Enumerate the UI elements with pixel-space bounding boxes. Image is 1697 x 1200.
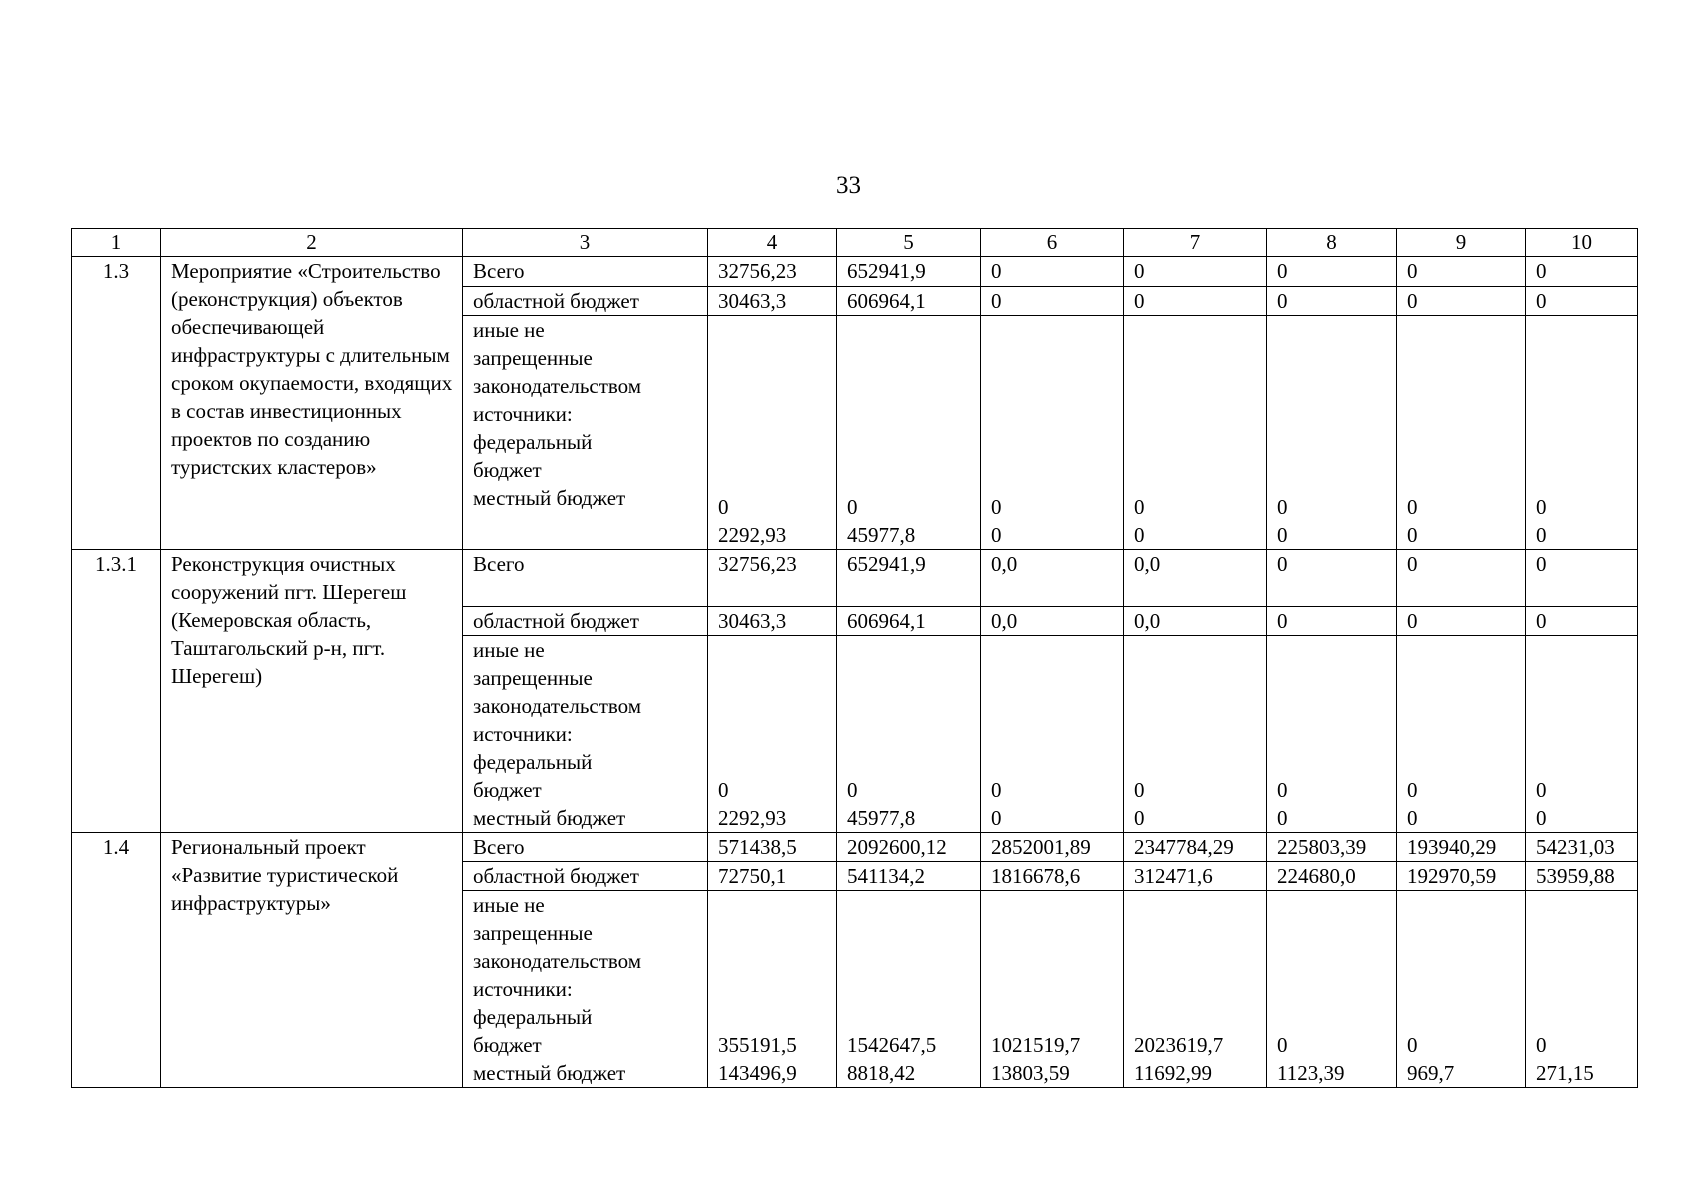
value-cell: 541134,2 bbox=[837, 862, 981, 891]
local-value: 13803,59 bbox=[991, 1061, 1070, 1085]
item-name: Мероприятие «Строительство (реконструкция) объектов обеспечивающей инфраструктуры с длительным сроком окупаемости, входящих в состав инвестиционных проектов по созданию туристских кластеров» bbox=[161, 257, 463, 550]
local-value: 0 bbox=[1407, 523, 1418, 547]
federal-value: 0 bbox=[991, 495, 1002, 519]
value-cell: 0 bbox=[1267, 550, 1397, 607]
federal-value: 0 bbox=[847, 778, 858, 802]
local-value: 11692,99 bbox=[1134, 1061, 1212, 1085]
value-cell bbox=[1526, 636, 1638, 833]
federal-value: 0 bbox=[1277, 1033, 1288, 1057]
item-name: Реконструкция очистных сооружений пгт. Шерегеш (Кемеровская область, Таштагольский р-н, пгт. Шерегеш) bbox=[161, 550, 463, 833]
value-cell: 30463,3 bbox=[708, 287, 837, 316]
federal-value: 0 bbox=[1536, 1033, 1547, 1057]
value-cell: 0 bbox=[1124, 287, 1267, 316]
value-cell: 1816678,6 bbox=[981, 862, 1124, 891]
value-stack bbox=[847, 776, 915, 832]
federal-value: 2023619,7 bbox=[1134, 1033, 1224, 1057]
federal-value: 1021519,7 bbox=[991, 1033, 1081, 1057]
source-label-line: бюджет bbox=[473, 778, 542, 802]
value-stack bbox=[1536, 776, 1547, 832]
value-cell: 0 bbox=[1397, 550, 1526, 607]
header-cell: 2 bbox=[161, 229, 463, 257]
value-stack bbox=[1407, 776, 1418, 832]
value-cell: 32756,23 bbox=[708, 550, 837, 607]
value-cell: 0,0 bbox=[981, 607, 1124, 636]
value-cell bbox=[837, 316, 981, 550]
value-cell bbox=[1124, 636, 1267, 833]
source-label-line: законодательством bbox=[473, 694, 642, 718]
local-value: 0 bbox=[991, 523, 1002, 547]
value-cell: 32756,23 bbox=[708, 257, 837, 287]
source-label-other bbox=[463, 316, 708, 550]
source-label-line: законодательством bbox=[473, 374, 642, 398]
value-stack bbox=[1407, 1031, 1454, 1087]
source-label-line: иные не bbox=[473, 638, 545, 662]
value-cell: 0 bbox=[1526, 257, 1638, 287]
source-label-line: источники: bbox=[473, 402, 573, 426]
value-stack bbox=[1536, 493, 1547, 549]
value-cell: 72750,1 bbox=[708, 862, 837, 891]
local-value: 0 bbox=[1134, 806, 1145, 830]
value-stack bbox=[1134, 776, 1145, 832]
source-label-line: бюджет bbox=[473, 458, 542, 482]
federal-value: 0 bbox=[1277, 778, 1288, 802]
value-cell: 606964,1 bbox=[837, 607, 981, 636]
item-name: Региональный проект «Развитие туристической инфраструктуры» bbox=[161, 833, 463, 1088]
value-cell bbox=[1267, 891, 1397, 1088]
source-label-line: законодательством bbox=[473, 949, 642, 973]
table-row bbox=[72, 833, 1638, 862]
value-cell bbox=[1124, 316, 1267, 550]
value-cell: 0 bbox=[1267, 607, 1397, 636]
header-row bbox=[72, 229, 1638, 257]
header-cell: 3 bbox=[463, 229, 708, 257]
local-value: 2292,93 bbox=[718, 523, 787, 547]
value-cell: 2347784,29 bbox=[1124, 833, 1267, 862]
value-cell bbox=[837, 891, 981, 1088]
source-label-line: иные не bbox=[473, 893, 545, 917]
source-label-line: источники: bbox=[473, 722, 573, 746]
source-label-line: федеральный bbox=[473, 1005, 593, 1029]
value-stack bbox=[991, 776, 1002, 832]
local-value: 0 bbox=[1536, 523, 1547, 547]
federal-value: 0 bbox=[718, 778, 729, 802]
source-label-regional: областной бюджет bbox=[463, 862, 708, 891]
header-cell: 4 bbox=[708, 229, 837, 257]
source-label-line: запрещенные bbox=[473, 921, 593, 945]
federal-value: 0 bbox=[1277, 495, 1288, 519]
value-cell bbox=[1267, 316, 1397, 550]
source-label-line: местный бюджет bbox=[473, 486, 626, 510]
header-cell: 6 bbox=[981, 229, 1124, 257]
local-value: 8818,42 bbox=[847, 1061, 916, 1085]
value-cell: 2852001,89 bbox=[981, 833, 1124, 862]
local-value: 0 bbox=[1407, 806, 1418, 830]
value-cell: 53959,88 bbox=[1526, 862, 1638, 891]
local-value: 1123,39 bbox=[1277, 1061, 1345, 1085]
source-label-other bbox=[463, 891, 708, 1088]
value-cell: 0,0 bbox=[1124, 550, 1267, 607]
federal-value: 0 bbox=[1536, 778, 1547, 802]
source-label-line: бюджет bbox=[473, 1033, 542, 1057]
header-cell: 8 bbox=[1267, 229, 1397, 257]
value-cell: 192970,59 bbox=[1397, 862, 1526, 891]
value-cell: 0 bbox=[1526, 287, 1638, 316]
federal-value: 355191,5 bbox=[718, 1033, 797, 1057]
value-cell bbox=[708, 316, 837, 550]
local-value: 45977,8 bbox=[847, 523, 916, 547]
local-value: 2292,93 bbox=[718, 806, 787, 830]
value-cell: 0 bbox=[1267, 287, 1397, 316]
value-cell: 0,0 bbox=[981, 550, 1124, 607]
value-cell bbox=[1526, 316, 1638, 550]
source-label-total: Всего bbox=[463, 257, 708, 287]
local-value: 45977,8 bbox=[847, 806, 916, 830]
item-number: 1.4 bbox=[72, 833, 161, 1088]
federal-value: 0 bbox=[1536, 495, 1547, 519]
value-cell: 2092600,12 bbox=[837, 833, 981, 862]
value-cell bbox=[1397, 891, 1526, 1088]
local-value: 0 bbox=[1277, 806, 1288, 830]
value-cell: 0 bbox=[1397, 607, 1526, 636]
federal-value: 0 bbox=[1134, 778, 1145, 802]
value-cell: 225803,39 bbox=[1267, 833, 1397, 862]
federal-value: 1542647,5 bbox=[847, 1033, 937, 1057]
value-cell bbox=[1124, 891, 1267, 1088]
value-stack bbox=[991, 493, 1002, 549]
value-cell bbox=[1267, 636, 1397, 833]
value-stack bbox=[1277, 1031, 1344, 1087]
header-cell: 9 bbox=[1397, 229, 1526, 257]
value-cell: 312471,6 bbox=[1124, 862, 1267, 891]
local-value: 0 bbox=[991, 806, 1002, 830]
value-cell: 652941,9 bbox=[837, 550, 981, 607]
value-cell: 571438,5 bbox=[708, 833, 837, 862]
item-number: 1.3.1 bbox=[72, 550, 161, 833]
value-cell bbox=[708, 636, 837, 833]
local-value: 271,15 bbox=[1536, 1061, 1594, 1085]
value-cell: 0 bbox=[1267, 257, 1397, 287]
federal-value: 0 bbox=[1407, 495, 1418, 519]
value-cell bbox=[708, 891, 837, 1088]
value-cell: 0 bbox=[981, 287, 1124, 316]
value-cell: 0 bbox=[1397, 257, 1526, 287]
source-label-regional: областной бюджет bbox=[463, 287, 708, 316]
source-label-line: местный бюджет bbox=[473, 806, 626, 830]
source-label-line: федеральный bbox=[473, 750, 593, 774]
value-stack bbox=[1134, 493, 1145, 549]
value-cell: 193940,29 bbox=[1397, 833, 1526, 862]
value-stack bbox=[847, 493, 915, 549]
value-cell: 0 bbox=[1124, 257, 1267, 287]
value-cell: 606964,1 bbox=[837, 287, 981, 316]
local-value: 969,7 bbox=[1407, 1061, 1455, 1085]
value-cell bbox=[1397, 636, 1526, 833]
local-value: 0 bbox=[1134, 523, 1145, 547]
header-cell: 10 bbox=[1526, 229, 1638, 257]
value-cell: 0 bbox=[1526, 550, 1638, 607]
value-cell bbox=[981, 316, 1124, 550]
item-number: 1.3 bbox=[72, 257, 161, 550]
value-stack bbox=[1536, 1031, 1594, 1087]
source-label-line: запрещенные bbox=[473, 346, 593, 370]
local-value: 0 bbox=[1536, 806, 1547, 830]
value-stack bbox=[718, 776, 786, 832]
local-value: 0 bbox=[1277, 523, 1288, 547]
value-cell: 30463,3 bbox=[708, 607, 837, 636]
value-cell bbox=[981, 636, 1124, 833]
header-cell: 5 bbox=[837, 229, 981, 257]
header-cell: 1 bbox=[72, 229, 161, 257]
value-stack bbox=[1407, 493, 1418, 549]
value-cell: 0 bbox=[1397, 287, 1526, 316]
header-cell: 7 bbox=[1124, 229, 1267, 257]
value-stack bbox=[718, 493, 786, 549]
source-label-line: местный бюджет bbox=[473, 1061, 626, 1085]
budget-table bbox=[71, 228, 1638, 1088]
value-stack bbox=[1277, 776, 1288, 832]
source-label-total: Всего bbox=[463, 550, 708, 607]
federal-value: 0 bbox=[991, 778, 1002, 802]
federal-value: 0 bbox=[1407, 778, 1418, 802]
value-cell: 0 bbox=[981, 257, 1124, 287]
source-label-line: запрещенные bbox=[473, 666, 593, 690]
value-cell: 0,0 bbox=[1124, 607, 1267, 636]
value-cell: 0 bbox=[1526, 607, 1638, 636]
federal-value: 0 bbox=[1134, 495, 1145, 519]
value-cell bbox=[1526, 891, 1638, 1088]
federal-value: 0 bbox=[847, 495, 858, 519]
value-stack bbox=[991, 1031, 1080, 1087]
source-label-total: Всего bbox=[463, 833, 708, 862]
table-row bbox=[72, 257, 1638, 287]
value-stack bbox=[1134, 1031, 1223, 1087]
value-cell bbox=[981, 891, 1124, 1088]
source-label-other bbox=[463, 636, 708, 833]
value-stack bbox=[847, 1031, 936, 1087]
source-label-line: источники: bbox=[473, 977, 573, 1001]
value-cell bbox=[837, 636, 981, 833]
local-value: 143496,9 bbox=[718, 1061, 797, 1085]
page-number: 33 bbox=[836, 172, 861, 199]
value-cell: 54231,03 bbox=[1526, 833, 1638, 862]
federal-value: 0 bbox=[718, 495, 729, 519]
source-label-line: федеральный bbox=[473, 430, 593, 454]
federal-value: 0 bbox=[1407, 1033, 1418, 1057]
source-label-line: иные не bbox=[473, 318, 545, 342]
source-label-regional: областной бюджет bbox=[463, 607, 708, 636]
value-cell: 652941,9 bbox=[837, 257, 981, 287]
value-stack bbox=[718, 1031, 797, 1087]
value-cell: 224680,0 bbox=[1267, 862, 1397, 891]
value-stack bbox=[1277, 493, 1288, 549]
table-row bbox=[72, 550, 1638, 607]
value-cell bbox=[1397, 316, 1526, 550]
